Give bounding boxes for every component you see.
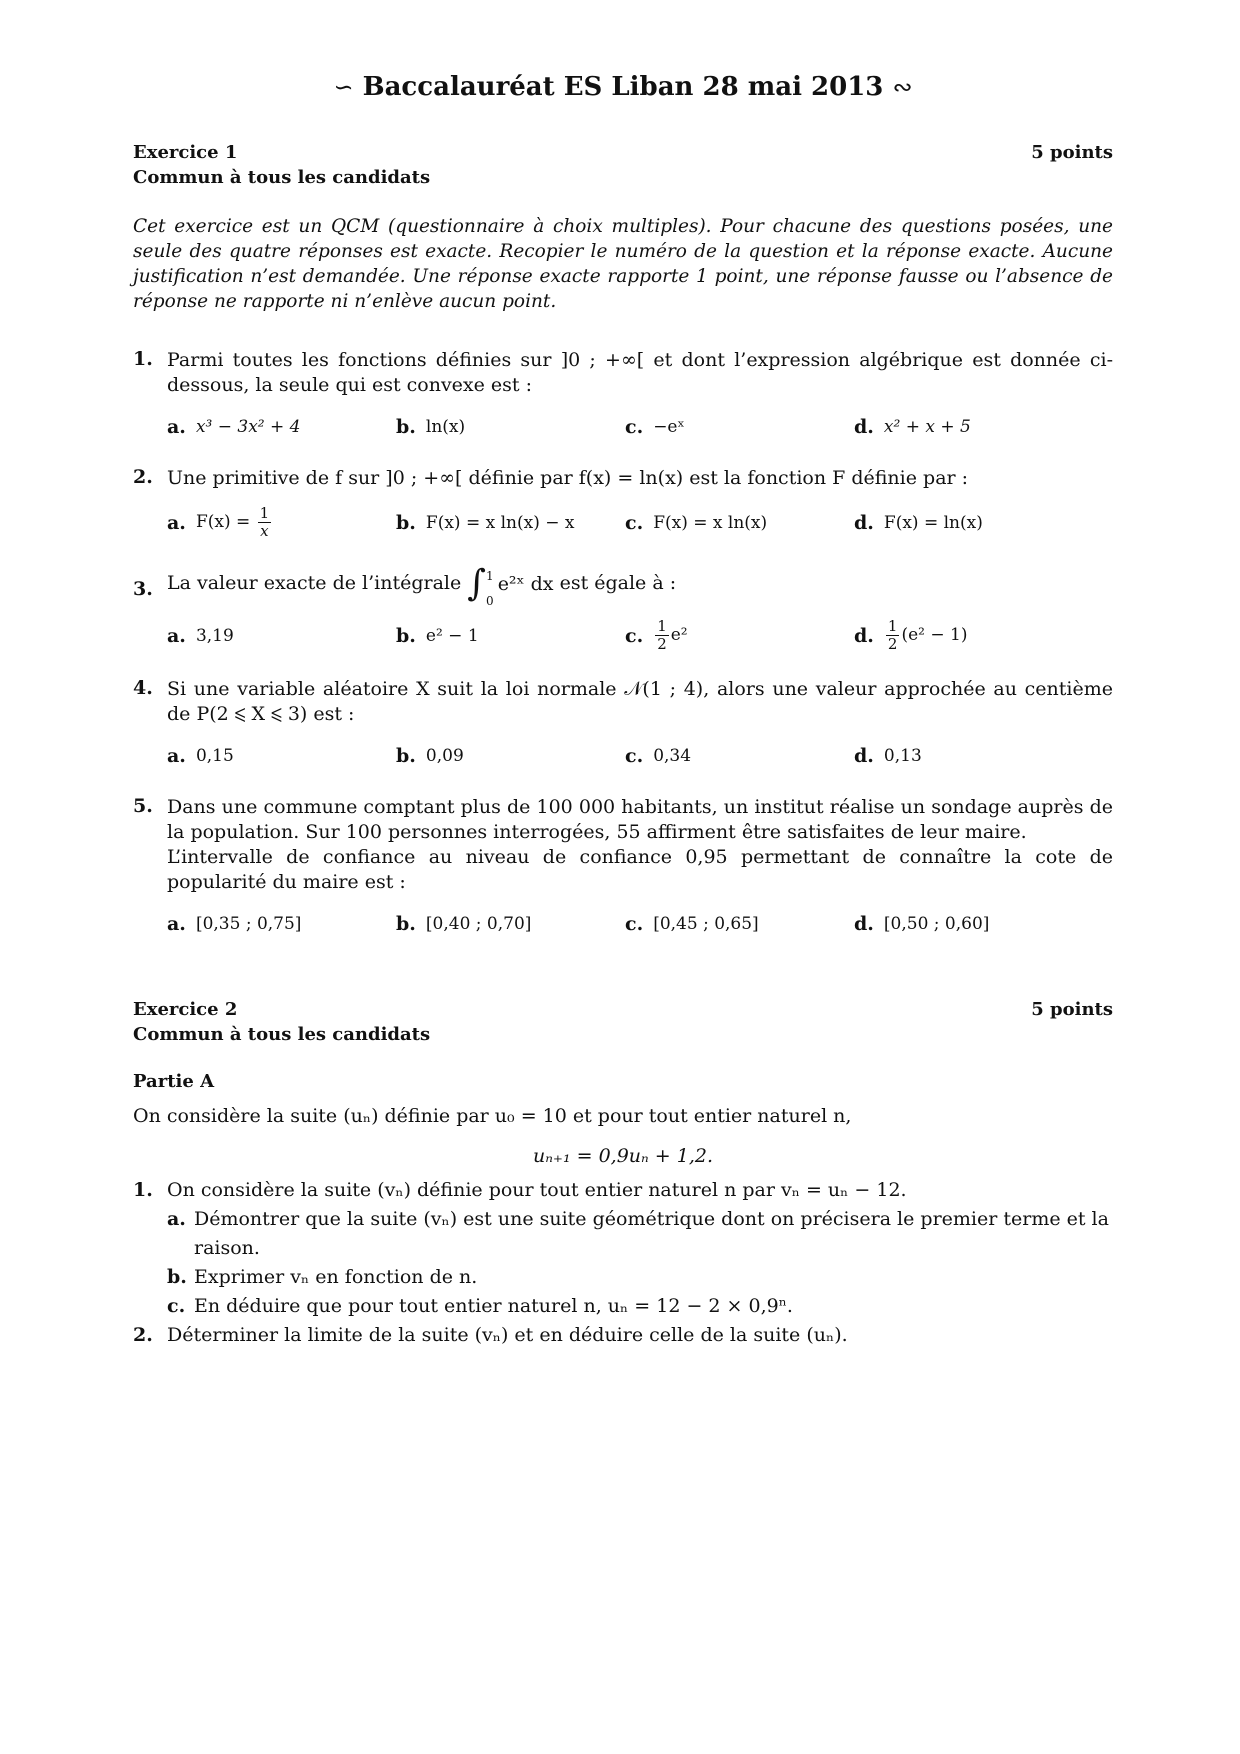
fraction-numerator: 1 <box>259 504 270 522</box>
option-label: a. <box>167 745 186 767</box>
option-label: a. <box>167 416 186 438</box>
option-label: c. <box>625 913 644 935</box>
option-value: e² − 1 <box>425 625 479 646</box>
option-c <box>625 512 854 534</box>
integral-upper-bound: 1 <box>486 569 494 583</box>
option-label: c. <box>625 624 644 647</box>
exercise-1-instructions: Cet exercice est un QCM (questionnaire à choix multiples). Pour chacune des questions posées, une seule des quatre réponses est exacte. Recopier le numéro de la question et la réponse exacte. Aucune justification n’est demandée. Une réponse exacte rapporte 1 point, une réponse fausse ou l’absence de réponse ne rapporte ni n’enlève aucun point. <box>133 216 1113 312</box>
question-list <box>133 348 1113 939</box>
sub-item-a <box>167 1205 1113 1263</box>
option-value: F(x) = ln(x) <box>883 512 983 533</box>
option-c <box>625 913 854 935</box>
option-value: [0,50 ; 0,60] <box>883 914 990 934</box>
item-text: En déduire que pour tout entier naturel n, uₙ = 12 − 2 × 0,9ⁿ. <box>194 1295 793 1317</box>
option-label: d. <box>854 624 874 647</box>
ornament-right-icon: ∾ <box>892 73 913 101</box>
question-text-continued: L’intervalle de confiance au niveau de confiance 0,95 permettant de connaître la cote de popularité du maire est : <box>167 846 1113 893</box>
document-page <box>133 72 1113 1350</box>
option-value <box>196 505 273 540</box>
exercise-1-subtitle: Commun à tous les candidats <box>133 167 431 188</box>
option-value: 0,13 <box>883 746 922 766</box>
question-3 <box>133 563 1113 653</box>
item-text: On considère la suite (vₙ) définie pour tout entier naturel n par vₙ = uₙ − 12. <box>167 1179 907 1201</box>
option-value: ln(x) <box>425 417 466 437</box>
question-text: Si une variable aléatoire X suit la loi normale 𝒩(1 ; 4), alors une valeur approchée au centième de P(2 ⩽ X ⩽ 3) est : <box>167 678 1113 725</box>
option-a <box>167 416 396 438</box>
option-value <box>653 618 687 653</box>
item-text: Déterminer la limite de la suite (vₙ) et en déduire celle de la suite (uₙ). <box>167 1324 848 1346</box>
fraction <box>258 505 272 540</box>
option-row <box>167 909 1113 939</box>
title-text: Baccalauréat ES Liban 28 mai 2013 <box>362 72 884 102</box>
question-text: Parmi toutes les fonctions définies sur ]0 ; +∞[ et dont l’expression algébrique est donnée ci-dessous, la seule qui est convexe est : <box>167 349 1113 396</box>
partie-a-heading: Partie A <box>133 1071 215 1092</box>
exercise-2-item-2 <box>133 1321 1113 1350</box>
option-d <box>854 416 1083 438</box>
question-number: 1. <box>133 348 153 370</box>
item-number: 1. <box>133 1179 153 1201</box>
option-d <box>854 913 1083 935</box>
item-number: a. <box>167 1208 186 1230</box>
option-value: 0,15 <box>195 746 234 766</box>
option-value: [0,45 ; 0,65] <box>653 914 759 934</box>
question-number: 4. <box>133 677 153 699</box>
option-label: b. <box>396 624 416 647</box>
option-label: b. <box>396 913 416 935</box>
option-value <box>884 618 968 653</box>
exercise-1-header <box>133 140 1113 165</box>
integral-sign-icon: ∫ <box>467 563 487 604</box>
option-label: d. <box>854 511 874 534</box>
sub-item-c <box>167 1292 1113 1321</box>
option-value: [0,35 ; 0,75] <box>195 914 302 934</box>
fraction <box>886 618 900 653</box>
fraction-numerator: 1 <box>657 617 667 635</box>
option-a <box>167 745 396 767</box>
question-number: 3. <box>133 578 153 600</box>
option-d <box>854 512 1083 534</box>
option-row <box>167 505 1113 540</box>
integral-lower-bound: 0 <box>486 594 494 608</box>
document-title <box>133 72 1113 102</box>
sub-items <box>167 1205 1113 1321</box>
option-value: F(x) = x ln(x) − x <box>425 512 575 533</box>
option-c <box>625 618 854 653</box>
option-label: c. <box>625 511 644 534</box>
sub-item-b <box>167 1263 1113 1292</box>
item-text: Démontrer que la suite (vₙ) est une suite géométrique dont on précisera le premier terme et la raison. <box>194 1208 1109 1259</box>
exercise-2-intro: On considère la suite (uₙ) définie par u₀ = 10 et pour tout entier naturel n, <box>133 1105 852 1127</box>
fraction <box>655 618 669 653</box>
exercise-1-title: Exercice 1 <box>133 142 238 163</box>
option-row <box>167 618 1113 653</box>
item-number: c. <box>167 1295 186 1317</box>
option-b <box>396 913 625 935</box>
option-label: c. <box>625 745 644 767</box>
option-d <box>854 618 1083 653</box>
exercise-2 <box>133 997 1113 1350</box>
option-c <box>625 745 854 767</box>
option-row <box>167 412 1113 442</box>
option-value: [0,40 ; 0,70] <box>425 914 532 934</box>
option-value: 3,19 <box>195 625 234 646</box>
recurrence-equation: uₙ₊₁ = 0,9uₙ + 1,2. <box>533 1145 713 1167</box>
option-b <box>396 416 625 438</box>
fraction-numerator: 1 <box>887 617 898 635</box>
option-label: a. <box>167 511 186 534</box>
question-number: 5. <box>133 795 153 817</box>
question-4 <box>133 677 1113 771</box>
option-label: b. <box>396 416 416 438</box>
question-text: Une primitive de f sur ]0 ; +∞[ définie par f(x) = ln(x) est la fonction F définie par : <box>167 467 969 489</box>
integral-bounds <box>486 564 494 608</box>
option-label: c. <box>625 416 644 438</box>
option-value: 0,34 <box>653 746 692 766</box>
option-row <box>167 741 1113 771</box>
exercise-1-points: 5 points <box>1031 142 1113 163</box>
item-text: Exprimer vₙ en fonction de n. <box>194 1266 478 1288</box>
option-value: F(x) = x ln(x) <box>653 512 768 533</box>
exercise-2-points: 5 points <box>1031 999 1113 1020</box>
option-d <box>854 745 1083 767</box>
option-value: x³ − 3x² + 4 <box>195 417 301 437</box>
option-value: x² + x + 5 <box>883 417 971 437</box>
option-value: −eˣ <box>653 417 685 437</box>
question-1 <box>133 348 1113 442</box>
exercise-2-title: Exercice 2 <box>133 999 238 1020</box>
exercise-2-items <box>133 1176 1113 1350</box>
question-number: 2. <box>133 466 153 488</box>
option-suffix: (e² − 1) <box>901 625 968 645</box>
option-label: d. <box>854 416 874 438</box>
integrand: e²ˣ dx <box>497 572 554 595</box>
question-5 <box>133 795 1113 939</box>
question-2 <box>133 466 1113 540</box>
option-b <box>396 625 625 647</box>
option-c <box>625 416 854 438</box>
option-label: d. <box>854 745 874 767</box>
exercise-1 <box>133 140 1113 939</box>
item-number: b. <box>167 1266 187 1288</box>
option-value: 0,09 <box>425 746 464 766</box>
option-label: a. <box>167 913 186 935</box>
option-label: b. <box>396 511 416 534</box>
option-suffix: e² <box>670 625 688 645</box>
question-text: Dans une commune comptant plus de 100 000 habitants, un institut réalise un sondage auprès de la population. Sur 100 personnes interrogées, 55 affirment être satisfaites de leur maire. <box>167 796 1113 843</box>
fraction-denominator: 2 <box>657 635 667 653</box>
option-label: b. <box>396 745 416 767</box>
exercise-2-header <box>133 997 1113 1022</box>
ornament-left-icon: ∽ <box>333 73 354 101</box>
question-text-before: La valeur exacte de l’intégrale <box>167 572 462 594</box>
option-label: d. <box>854 913 874 935</box>
option-b <box>396 745 625 767</box>
fraction-denominator: 2 <box>887 635 898 653</box>
exercise-2-subtitle: Commun à tous les candidats <box>133 1024 431 1045</box>
question-text <box>167 563 1113 608</box>
option-b <box>396 512 625 534</box>
question-text-after: est égale à : <box>559 572 677 594</box>
option-a <box>167 913 396 935</box>
option-a <box>167 505 396 540</box>
item-number: 2. <box>133 1324 153 1346</box>
fraction-denominator: x <box>260 522 269 540</box>
option-prefix: F(x) = <box>195 512 251 532</box>
integral <box>467 563 554 608</box>
option-a <box>167 625 396 647</box>
exercise-2-item-1 <box>133 1176 1113 1321</box>
option-label: a. <box>167 624 186 647</box>
